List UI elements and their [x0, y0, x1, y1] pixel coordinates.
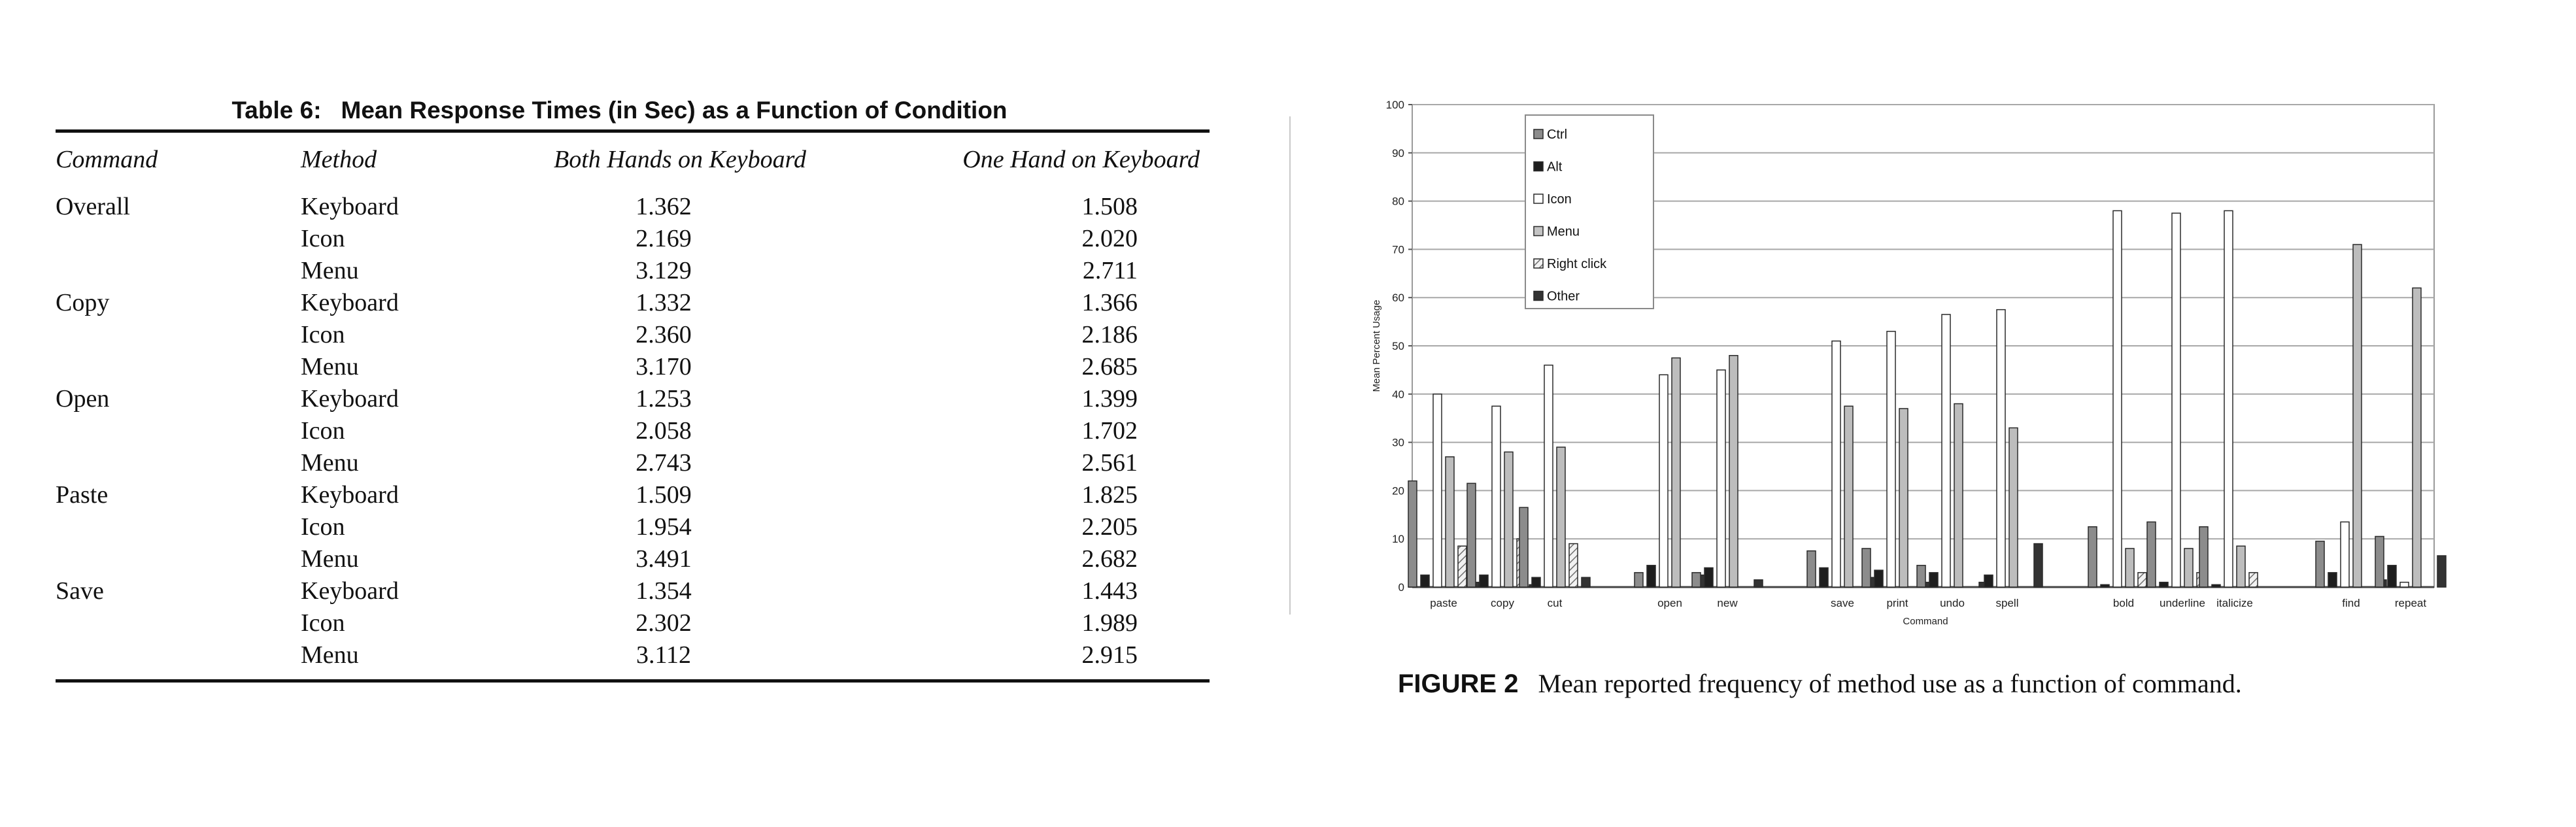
- cell-both-hands: 2.360: [636, 321, 692, 348]
- bar-menu: [1844, 406, 1853, 587]
- cell-one-hand: 1.702: [1081, 417, 1138, 445]
- bar-right-click: [2138, 573, 2146, 587]
- table-row: [56, 639, 1210, 679]
- bar-alt: [1874, 570, 1883, 587]
- table-row: [56, 575, 1210, 607]
- cell-command: Paste: [56, 481, 109, 509]
- bar-alt: [2160, 582, 2168, 587]
- table-row: [56, 511, 1210, 543]
- bar-icon: [2113, 211, 2122, 587]
- y-tick-label: 60: [1392, 292, 1404, 305]
- legend-swatch: [1534, 194, 1543, 203]
- table-bottom-rule: [56, 679, 1210, 683]
- bar-alt: [1704, 567, 1713, 587]
- cell-method: Menu: [301, 353, 359, 380]
- bar-ctrl: [1467, 483, 1476, 587]
- bar-menu: [1729, 356, 1738, 587]
- bar-alt: [1929, 573, 1938, 587]
- cell-command: [56, 223, 301, 255]
- cell-command: [56, 415, 301, 447]
- bar-menu: [2009, 428, 2018, 587]
- bar-menu: [1504, 452, 1513, 587]
- table-row: [56, 223, 1210, 255]
- cell-method: Icon: [301, 225, 345, 252]
- table-row: [56, 186, 1210, 223]
- y-tick-label: 100: [1385, 99, 1404, 111]
- cell-both-hands: 3.491: [636, 545, 692, 573]
- bar-alt: [1532, 577, 1540, 587]
- cell-method: Keyboard: [301, 193, 399, 220]
- x-tick-label: spell: [1995, 597, 2019, 609]
- bar-alt: [2212, 584, 2220, 587]
- cell-method: Menu: [301, 449, 359, 477]
- x-tick-label: italicize: [2216, 597, 2253, 609]
- bar-other: [1754, 580, 1763, 587]
- y-tick-label: 90: [1392, 146, 1404, 160]
- table-row: [56, 255, 1210, 287]
- x-tick-label: copy: [1491, 597, 1514, 609]
- y-tick-label: 20: [1392, 484, 1404, 498]
- bar-icon: [1887, 331, 1895, 587]
- legend-label: Other: [1547, 289, 1580, 304]
- bar-ctrl: [2316, 541, 2324, 587]
- bar-ctrl: [2375, 537, 2384, 587]
- x-tick-label: save: [1831, 597, 1854, 609]
- cell-both-hands: 1.354: [636, 577, 692, 605]
- cell-command: [56, 319, 301, 351]
- cell-one-hand: 1.825: [1081, 481, 1138, 509]
- cell-one-hand: 1.508: [1081, 193, 1138, 220]
- cell-one-hand: 1.399: [1081, 385, 1138, 413]
- cell-method: Keyboard: [301, 577, 399, 605]
- cell-both-hands: 1.954: [636, 513, 692, 541]
- method-use-bar-chart: [1360, 92, 2458, 634]
- cell-command: Overall: [56, 193, 130, 220]
- cell-both-hands: 3.129: [636, 257, 692, 284]
- bar-alt: [1820, 567, 1828, 587]
- legend-label: Ctrl: [1547, 127, 1568, 142]
- bar-icon: [2341, 522, 2349, 587]
- cell-method: Menu: [301, 641, 359, 669]
- x-tick-label: new: [1717, 597, 1738, 609]
- bar-menu: [2237, 546, 2245, 587]
- cell-both-hands: 1.362: [636, 193, 692, 220]
- bar-ctrl: [2088, 527, 2097, 587]
- cell-one-hand: 2.205: [1081, 513, 1138, 541]
- cell-method: Menu: [301, 545, 359, 573]
- cell-command: Open: [56, 385, 110, 413]
- bar-alt: [1421, 575, 1429, 587]
- cell-one-hand: 2.561: [1081, 449, 1138, 477]
- cell-command: [56, 511, 301, 543]
- cell-method: Icon: [301, 513, 345, 541]
- bar-alt: [1480, 575, 1488, 587]
- bar-icon: [1942, 314, 1950, 587]
- bar-icon: [1544, 365, 1553, 587]
- legend-label: Right click: [1547, 257, 1607, 271]
- bar-right-click: [1569, 544, 1578, 587]
- table-row: [56, 351, 1210, 383]
- legend-box: [1525, 115, 1653, 309]
- bar-alt: [1647, 565, 1655, 587]
- header-both-hands: Both Hands on Keyboard: [554, 145, 806, 173]
- cell-one-hand: 2.186: [1081, 321, 1138, 348]
- bar-menu: [1672, 358, 1680, 587]
- x-tick-label: repeat: [2394, 597, 2427, 609]
- cell-command: [56, 639, 301, 679]
- cell-method: Keyboard: [301, 385, 399, 413]
- y-tick-label: 0: [1398, 581, 1404, 594]
- cell-both-hands: 3.112: [636, 641, 692, 669]
- bar-alt: [1984, 575, 1993, 587]
- legend-label: Menu: [1547, 224, 1580, 239]
- bar-other: [2437, 556, 2446, 587]
- x-tick-label: print: [1886, 597, 1908, 609]
- table-row: [56, 319, 1210, 351]
- bar-ctrl: [2199, 527, 2208, 587]
- header-one-hand: One Hand on Keyboard: [962, 145, 1200, 173]
- bar-right-click: [1458, 546, 1466, 587]
- y-tick-label: 30: [1392, 436, 1404, 449]
- cell-both-hands: 1.509: [636, 481, 692, 509]
- bar-ctrl: [1408, 481, 1417, 587]
- legend-swatch: [1534, 162, 1543, 171]
- cell-both-hands: 2.058: [636, 417, 692, 445]
- x-axis-label: Command: [1903, 616, 1948, 627]
- cell-method: Icon: [301, 609, 345, 637]
- table-row: [56, 479, 1210, 511]
- response-times-table: [56, 92, 1210, 683]
- cell-command: [56, 447, 301, 479]
- x-tick-label: underline: [2160, 597, 2205, 609]
- legend-swatch: [1534, 292, 1543, 301]
- cell-method: Keyboard: [301, 481, 399, 509]
- table-row: [56, 415, 1210, 447]
- table-caption-text: Mean Response Times (in Sec) as a Function of Condition: [341, 97, 1008, 124]
- legend-label: Alt: [1547, 160, 1563, 175]
- column-divider: [1289, 116, 1291, 615]
- bar-ctrl: [2147, 522, 2156, 587]
- bar-alt: [2328, 573, 2337, 587]
- bar-menu: [2184, 549, 2193, 587]
- y-axis-label: Mean Percent Usage: [1371, 299, 1382, 392]
- cell-command: Copy: [56, 289, 110, 316]
- bar-menu: [2126, 549, 2134, 587]
- header-command: Command: [56, 145, 158, 173]
- cell-both-hands: 1.332: [636, 289, 692, 316]
- bar-icon: [1997, 310, 2005, 587]
- cell-command: [56, 607, 301, 639]
- cell-both-hands: 2.302: [636, 609, 692, 637]
- x-tick-label: find: [2342, 597, 2360, 609]
- bar-ctrl: [1807, 551, 1816, 587]
- bar-menu: [2353, 245, 2362, 587]
- x-tick-label: cut: [1547, 597, 1563, 609]
- bar-ctrl: [1519, 507, 1528, 587]
- bar-menu: [1446, 457, 1454, 587]
- bar-ctrl: [1862, 549, 1871, 587]
- bar-icon: [1659, 375, 1668, 587]
- cell-one-hand: 2.711: [1082, 257, 1138, 284]
- x-tick-label: paste: [1430, 597, 1457, 609]
- bar-icon: [2224, 211, 2233, 587]
- cell-command: [56, 543, 301, 575]
- header-method: Method: [301, 145, 377, 173]
- table-row: [56, 287, 1210, 319]
- y-tick-label: 80: [1392, 195, 1404, 208]
- x-tick-label: open: [1657, 597, 1682, 609]
- y-tick-label: 10: [1392, 533, 1404, 546]
- table-row: [56, 447, 1210, 479]
- bar-other: [1582, 577, 1590, 587]
- table-row: [56, 543, 1210, 575]
- bar-icon: [1433, 394, 1442, 587]
- legend-swatch: [1534, 129, 1543, 139]
- cell-both-hands: 3.170: [636, 353, 692, 380]
- table-row: [56, 607, 1210, 639]
- bar-other: [2034, 544, 2042, 587]
- cell-one-hand: 1.989: [1081, 609, 1138, 637]
- bar-right-click: [2249, 573, 2258, 587]
- cell-both-hands: 2.169: [636, 225, 692, 252]
- y-tick-label: 40: [1392, 388, 1404, 401]
- bar-ctrl: [1635, 573, 1643, 587]
- cell-command: [56, 351, 301, 383]
- bar-alt: [2388, 565, 2396, 587]
- cell-one-hand: 2.685: [1081, 353, 1138, 380]
- cell-one-hand: 2.682: [1081, 545, 1138, 573]
- cell-one-hand: 2.915: [1081, 641, 1138, 669]
- cell-method: Menu: [301, 257, 359, 284]
- cell-one-hand: 1.443: [1081, 577, 1138, 605]
- figure-caption-text: Mean reported frequency of method use as a function of command.: [1538, 669, 2242, 698]
- cell-one-hand: 2.020: [1081, 225, 1138, 252]
- y-tick-label: 50: [1392, 340, 1404, 352]
- table-row: [56, 383, 1210, 415]
- x-tick-label: undo: [1940, 597, 1965, 609]
- cell-both-hands: 1.253: [636, 385, 692, 413]
- cell-one-hand: 1.366: [1081, 289, 1138, 316]
- bar-icon: [1717, 370, 1725, 587]
- table-caption: [29, 92, 1210, 129]
- bar-menu: [1899, 409, 1908, 587]
- x-tick-label: bold: [2112, 597, 2135, 609]
- cell-both-hands: 2.743: [636, 449, 692, 477]
- bar-menu: [2413, 288, 2421, 587]
- bar-icon: [2400, 582, 2409, 587]
- cell-method: Icon: [301, 417, 345, 445]
- cell-method: Keyboard: [301, 289, 399, 316]
- bar-alt: [2101, 584, 2109, 587]
- bar-menu: [1557, 447, 1565, 587]
- bar-ctrl: [1917, 565, 1925, 587]
- bar-icon: [2172, 213, 2180, 587]
- data-table: [56, 133, 1210, 679]
- cell-command: Save: [56, 577, 104, 605]
- figure-label: FIGURE 2: [1398, 669, 1519, 698]
- legend-label: Icon: [1547, 192, 1572, 207]
- bar-ctrl: [1692, 573, 1701, 587]
- y-tick-label: 70: [1392, 243, 1404, 256]
- cell-command: [56, 255, 301, 287]
- bar-icon: [1832, 341, 1840, 587]
- figure-caption: [1398, 668, 2242, 699]
- table-header-row: [56, 133, 1210, 186]
- legend-swatch: [1534, 259, 1543, 268]
- bar-icon: [1492, 406, 1500, 587]
- bar-menu: [1954, 404, 1963, 587]
- legend-swatch: [1534, 227, 1543, 236]
- cell-method: Icon: [301, 321, 345, 348]
- table-caption-number: Table 6:: [231, 97, 322, 124]
